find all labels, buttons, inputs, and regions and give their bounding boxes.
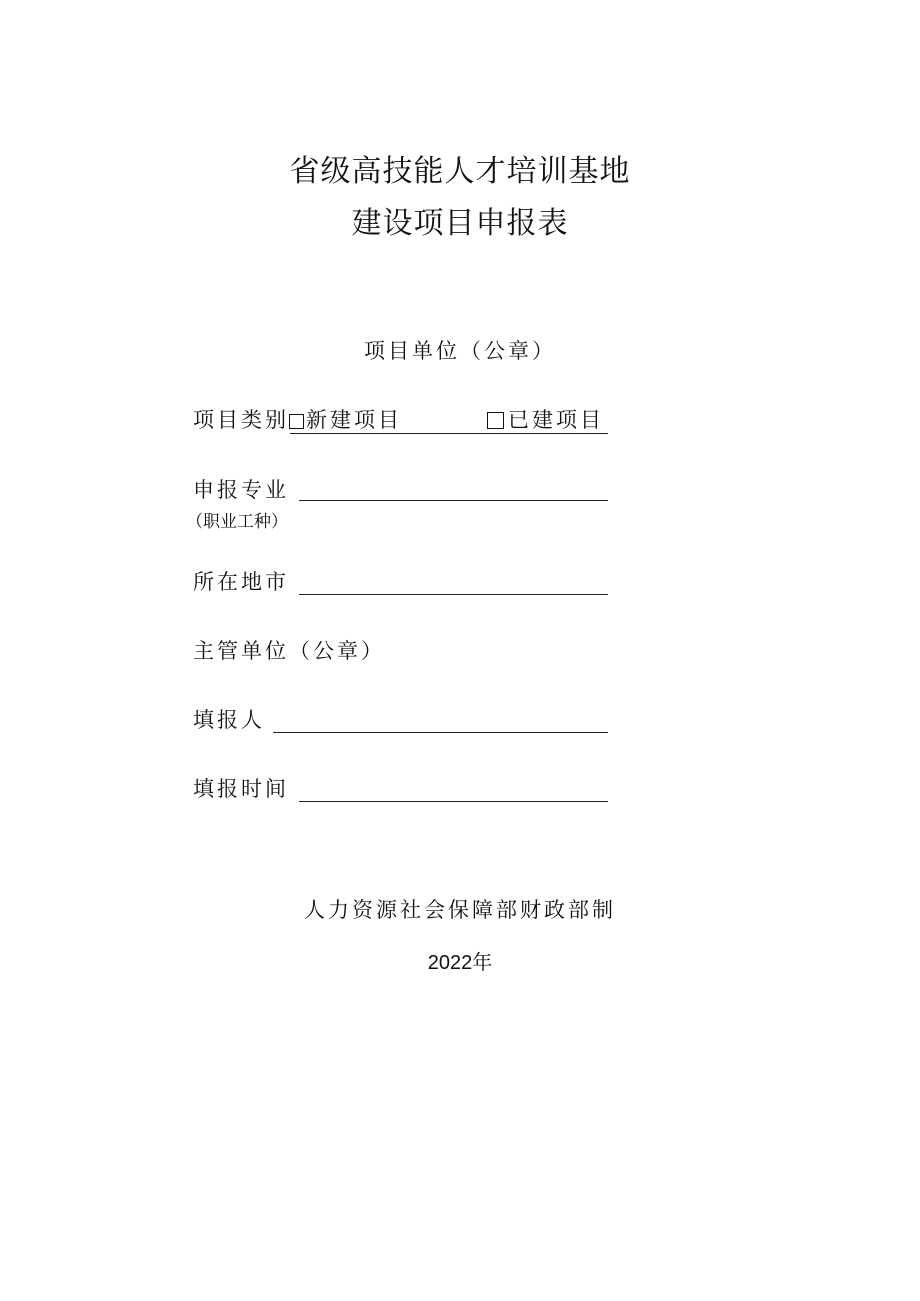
year-text: 2022年 xyxy=(427,952,493,974)
specialty-label: 申报专业 xyxy=(193,478,289,502)
report-time-field[interactable] xyxy=(299,801,608,802)
location-field[interactable] xyxy=(299,594,608,595)
form-title-line1: 省级高技能人才培训基地 xyxy=(289,154,631,189)
form-title-line2: 建设项目申报表 xyxy=(351,206,569,241)
issuer-text: 人力资源社会保障部财政部制 xyxy=(304,898,616,922)
supervisor-unit-label: 主管单位（公章） xyxy=(193,639,385,663)
new-project-checkbox[interactable] xyxy=(289,414,304,429)
new-project-label: 新建项目 xyxy=(306,408,402,432)
project-unit-label: 项目单位（公章） xyxy=(364,339,556,363)
report-time-label: 填报时间 xyxy=(193,777,289,801)
reporter-label: 填报人 xyxy=(193,708,265,732)
project-type-label: 项目类别 xyxy=(193,408,289,432)
specialty-sublabel: （职业工种） xyxy=(186,512,288,532)
existing-project-option xyxy=(487,410,604,431)
reporter-field[interactable] xyxy=(273,732,608,733)
existing-project-checkbox[interactable] xyxy=(487,412,504,429)
existing-project-label: 已建项目 xyxy=(508,408,604,432)
project-type-underline xyxy=(290,433,608,434)
project-type-row xyxy=(193,410,402,431)
location-label: 所在地市 xyxy=(193,570,289,594)
specialty-field[interactable] xyxy=(299,500,608,501)
